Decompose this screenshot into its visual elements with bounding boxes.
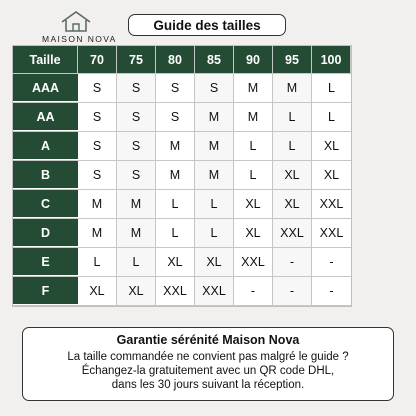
row-header (13, 103, 78, 132)
column-header: 85 (195, 46, 234, 74)
row-header (13, 277, 78, 306)
table-cell: - (234, 277, 273, 306)
table-cell: XXL (234, 248, 273, 277)
table-cell: M (195, 103, 234, 132)
table-cell: S (117, 132, 156, 161)
row-header (13, 190, 78, 219)
table-cell: XL (117, 277, 156, 306)
table-cell: L (117, 248, 156, 277)
table-cell: L (234, 161, 273, 190)
table-row (13, 103, 351, 132)
table-cell: S (156, 74, 195, 103)
row-header-label: B (13, 161, 78, 189)
table-cell: XXL (312, 219, 351, 248)
table-cell: XXL (195, 277, 234, 306)
table-cell: L (312, 74, 351, 103)
row-header (13, 132, 78, 161)
table-cell: - (273, 277, 312, 306)
table-cell: S (78, 161, 117, 190)
table-cell: M (156, 161, 195, 190)
table-cell: M (156, 132, 195, 161)
table-cell: XL (234, 190, 273, 219)
column-header: 70 (78, 46, 117, 74)
column-header: 95 (273, 46, 312, 74)
size-table (12, 45, 352, 307)
table-cell: - (273, 248, 312, 277)
table-cell: L (156, 219, 195, 248)
row-header-label: C (13, 190, 78, 218)
brand-name: MAISON NOVA (42, 34, 117, 44)
table-cell: S (117, 161, 156, 190)
table-cell: M (78, 219, 117, 248)
table-cell: XL (234, 219, 273, 248)
table-row (13, 248, 351, 277)
table-cell: - (312, 248, 351, 277)
guarantee-line: Échangez-la gratuitement avec un QR code DHL, (81, 365, 335, 377)
table-cell: L (156, 190, 195, 219)
brand-logo (42, 10, 117, 44)
column-header: 75 (117, 46, 156, 74)
table-cell: M (117, 219, 156, 248)
table-cell: M (78, 190, 117, 219)
guarantee-line: dans les 30 jours suivant la réception. (111, 379, 305, 391)
table-cell: L (234, 132, 273, 161)
column-header: 90 (234, 46, 273, 74)
table-cell: XXL (156, 277, 195, 306)
table-cell: XL (273, 190, 312, 219)
table-cell: XXL (273, 219, 312, 248)
table-cell: L (195, 219, 234, 248)
table-cell: XL (312, 132, 351, 161)
table-cell: L (78, 248, 117, 277)
table-cell: M (195, 161, 234, 190)
table-cell: M (234, 74, 273, 103)
table-cell: L (273, 132, 312, 161)
row-header (13, 74, 78, 103)
guarantee-box (22, 327, 394, 401)
row-header-label: AA (13, 103, 78, 131)
table-cell: S (156, 103, 195, 132)
column-header: 100 (312, 46, 351, 74)
row-header (13, 248, 78, 277)
table-cell: M (195, 132, 234, 161)
table-row (13, 161, 351, 190)
table-cell: M (234, 103, 273, 132)
guarantee-title: Garantie sérénité Maison Nova (116, 333, 300, 347)
table-cell: L (273, 103, 312, 132)
table-cell: M (117, 190, 156, 219)
table-cell: XXL (312, 190, 351, 219)
page-title: Guide des tailles (128, 14, 286, 36)
table-cell: XL (156, 248, 195, 277)
table-cell: XL (312, 161, 351, 190)
table-row (13, 132, 351, 161)
table-cell: S (78, 74, 117, 103)
table-cell: S (117, 74, 156, 103)
table-cell: S (117, 103, 156, 132)
table-cell: S (78, 103, 117, 132)
row-header (13, 219, 78, 248)
table-cell: XL (78, 277, 117, 306)
table-cell: L (195, 190, 234, 219)
table-cell: XL (195, 248, 234, 277)
table-row (13, 219, 351, 248)
table-header-row (13, 46, 351, 74)
table-row (13, 74, 351, 103)
row-header-label: A (13, 132, 78, 160)
row-header-label: F (13, 277, 78, 305)
table-cell: L (312, 103, 351, 132)
table-cell: - (312, 277, 351, 306)
row-header-label: D (13, 219, 78, 247)
corner-header: Taille (13, 46, 78, 74)
table-cell: S (78, 132, 117, 161)
guarantee-line: La taille commandée ne convient pas malgré le guide ? (67, 351, 349, 363)
row-header-label: AAA (13, 74, 78, 102)
table-cell: XL (273, 161, 312, 190)
table-row (13, 190, 351, 219)
table-cell: M (273, 74, 312, 103)
row-header (13, 161, 78, 190)
column-header: 80 (156, 46, 195, 74)
table-row (13, 277, 351, 306)
table-cell: S (195, 74, 234, 103)
house-outline-icon (59, 10, 93, 32)
row-header-label: E (13, 248, 78, 276)
